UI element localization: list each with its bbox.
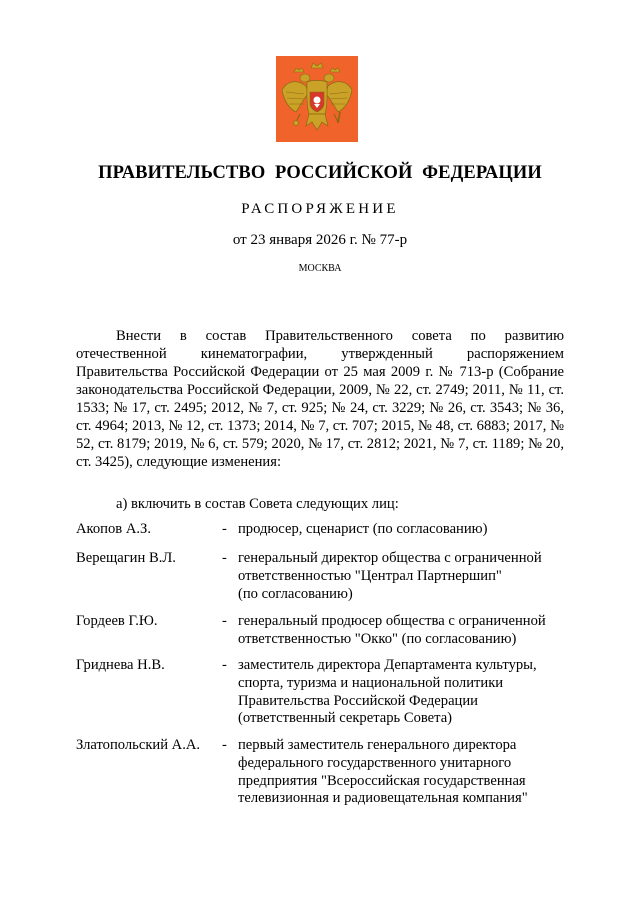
member-dash: -: [222, 521, 227, 537]
member-entry: [76, 737, 566, 811]
member-role-line: ответственностью "Окко" (по согласованию): [238, 630, 517, 647]
member-role-line: продюсер, сценарист (по согласованию): [238, 521, 488, 537]
member-role-line: федерального государственного унитарного: [238, 754, 512, 771]
member-role-line: телевизионная и радиовещательная компания": [238, 790, 528, 807]
document-type: РАСПОРЯЖЕНИЕ: [241, 201, 399, 217]
member-role-line: (по согласованию): [238, 585, 353, 602]
member-role-line: ответственностью "Централ Партнершип": [238, 567, 502, 584]
member-dash: -: [222, 657, 227, 673]
preamble-paragraph: Внести в состав Правительственного совета по развитию отечественной кинематографии, утвержденный распоряжением Правительства Российской Федерации от 25 мая 2009 г. № 713-р (Собрание законодательства Российской Федерации, 2009, № 22, ст. 2749; 2011, № 11, ст. 1533; № 17, ст. 2495; 2012, № 7, ст. 925; № 24, ст. 3229; № 26, ст. 3543; № 36, ст. 4964; 2013, № 12, ст. 1373; 2014, № 7, ст. 707; 2015, № 48, ст. 6883; 2017, № 52, ст. 8179; 2019, № 6, ст. 579; 2020, № 17, ст. 2812; 2021, № 7, ст. 1189; № 20, ст. 3425), следующие изменения:: [76, 328, 564, 470]
member-role: [238, 521, 568, 539]
russian-coat-of-arms-icon: [276, 56, 358, 142]
member-name: Гриднева Н.В.: [76, 657, 165, 673]
member-name: Верещагин В.Л.: [76, 550, 176, 566]
member-entry: [76, 521, 566, 541]
member-role-line: генеральный продюсер общества с ограниченной: [238, 613, 546, 629]
member-entry: [76, 613, 566, 651]
member-role-line: (ответственный секретарь Совета): [238, 710, 453, 727]
member-role-line: предприятия "Всероссийская государственная: [238, 772, 526, 789]
member-entry: [76, 550, 566, 606]
document-date-number: от 23 января 2026 г. № 77-р: [232, 232, 408, 248]
member-role: [238, 737, 568, 808]
member-dash: -: [222, 613, 227, 629]
member-role-line: заместитель директора Департамента культуры,: [238, 657, 537, 673]
member-role-line: спорта, туризма и национальной политики: [238, 674, 504, 691]
member-dash: -: [222, 737, 227, 753]
subpoint-a: а) включить в состав Совета следующих лиц:: [116, 496, 399, 512]
member-role: [238, 613, 568, 649]
member-entry: [76, 657, 566, 731]
government-title: ПРАВИТЕЛЬСТВО РОССИЙСКОЙ ФЕДЕРАЦИИ: [98, 163, 542, 183]
member-role: [238, 550, 568, 603]
member-name: Златопольский А.А.: [76, 737, 201, 753]
member-role: [238, 657, 568, 728]
member-name: Гордеев Г.Ю.: [76, 613, 158, 629]
member-dash: -: [222, 550, 227, 566]
member-role-line: генеральный директор общества с ограниченной: [238, 550, 542, 566]
member-role-line: Правительства Российской Федерации: [238, 692, 478, 709]
member-name: Акопов А.З.: [76, 521, 151, 537]
document-city: МОСКВА: [298, 263, 342, 274]
member-role-line: первый заместитель генерального директора: [238, 737, 517, 753]
